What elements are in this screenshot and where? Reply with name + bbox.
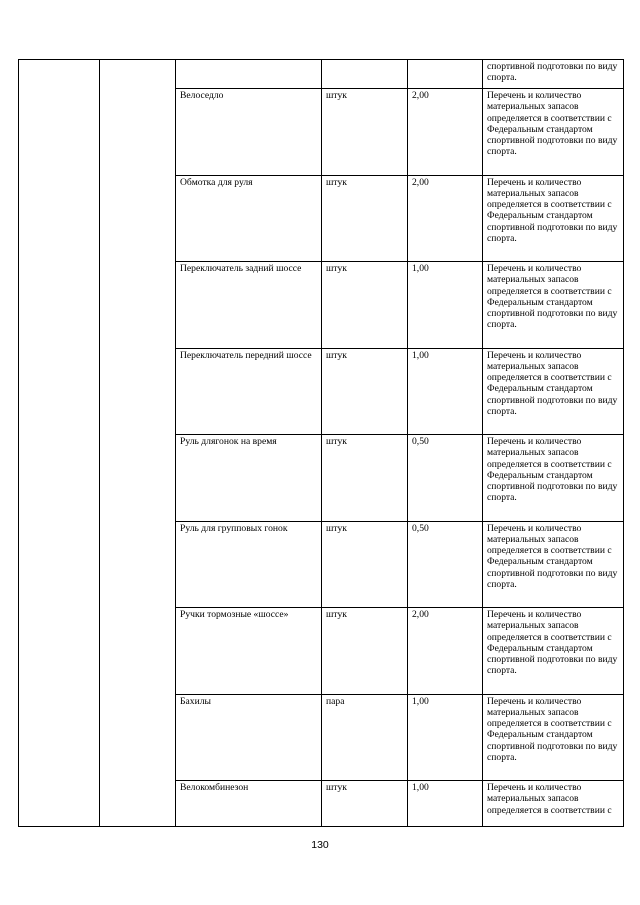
quantity-cell: 2,00 [408, 608, 483, 695]
item-name-cell: Бахилы [176, 694, 322, 781]
page-number: 130 [311, 839, 329, 851]
unit-cell: штук [322, 781, 408, 827]
note-cell: спортивной подготовки по виду спорта. [483, 60, 624, 89]
note-cell: Перечень и количество материальных запасов определяется в соответствии с Федеральным стандартом спортивной подготовки по виду спорта. [483, 262, 624, 349]
merged-cell-col1 [19, 60, 100, 827]
item-name-cell: Переключатель задний шоссе [176, 262, 322, 349]
quantity-cell: 1,00 [408, 262, 483, 349]
note-cell: Перечень и количество материальных запасов определяется в соответствии с Федеральным стандартом спортивной подготовки по виду спорта. [483, 175, 624, 262]
quantity-cell: 0,50 [408, 521, 483, 608]
quantity-cell: 1,00 [408, 348, 483, 435]
unit-cell: штук [322, 435, 408, 522]
unit-cell: штук [322, 608, 408, 695]
merged-cell-col2 [100, 60, 176, 827]
note-cell: Перечень и количество материальных запасов определяется в соответствии с [483, 781, 624, 827]
quantity-cell: 1,00 [408, 781, 483, 827]
quantity-cell: 1,00 [408, 694, 483, 781]
item-name-cell: Руль для групповых гонок [176, 521, 322, 608]
quantity-cell: 2,00 [408, 89, 483, 176]
unit-cell: пара [322, 694, 408, 781]
quantity-cell [408, 60, 483, 89]
unit-cell: штук [322, 175, 408, 262]
item-name-cell: Велоседло [176, 89, 322, 176]
unit-cell [322, 60, 408, 89]
unit-cell: штук [322, 521, 408, 608]
quantity-cell: 2,00 [408, 175, 483, 262]
unit-cell: штук [322, 348, 408, 435]
note-cell: Перечень и количество материальных запасов определяется в соответствии с Федеральным стандартом спортивной подготовки по виду спорта. [483, 608, 624, 695]
note-cell: Перечень и количество материальных запасов определяется в соответствии с Федеральным стандартом спортивной подготовки по виду спорта. [483, 435, 624, 522]
note-cell: Перечень и количество материальных запасов определяется в соответствии с Федеральным стандартом спортивной подготовки по виду спорта. [483, 348, 624, 435]
quantity-cell: 0,50 [408, 435, 483, 522]
item-name-cell: Руль длягонок на время [176, 435, 322, 522]
note-cell: Перечень и количество материальных запасов определяется в соответствии с Федеральным стандартом спортивной подготовки по виду спорта. [483, 521, 624, 608]
item-name-cell: Ручки тормозные «шоссе» [176, 608, 322, 695]
item-name-cell: Велокомбинезон [176, 781, 322, 827]
materials-table [18, 59, 624, 827]
unit-cell: штук [322, 262, 408, 349]
note-cell: Перечень и количество материальных запасов определяется в соответствии с Федеральным стандартом спортивной подготовки по виду спорта. [483, 89, 624, 176]
unit-cell: штук [322, 89, 408, 176]
materials-table-body [19, 60, 624, 827]
table-row-continuation [19, 60, 624, 89]
item-name-cell: Обмотка для руля [176, 175, 322, 262]
item-name-cell [176, 60, 322, 89]
note-cell: Перечень и количество материальных запасов определяется в соответствии с Федеральным стандартом спортивной подготовки по виду спорта. [483, 694, 624, 781]
item-name-cell: Переключатель передний шоссе [176, 348, 322, 435]
